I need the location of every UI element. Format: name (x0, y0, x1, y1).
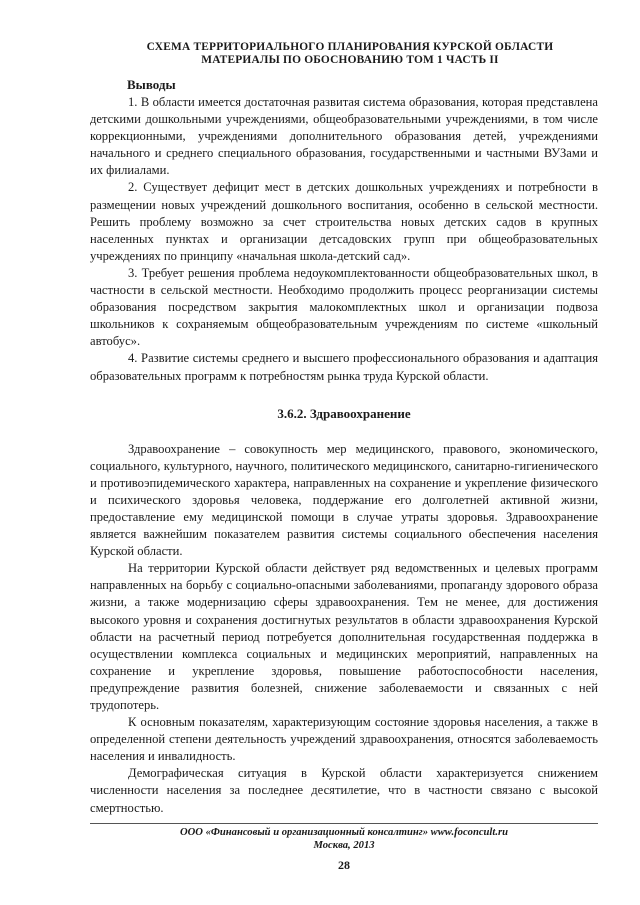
conclusion-item: 1. В области имеется достаточная развитая система образования, которая представлена детскими дошкольными учреждениями, общеобразовательными учреждениями, в том числе коррекционными, учреждениями дополнительного образования детей, учреждениями начального и среднего специального образования, государственными и частными ВУЗами и их филиалами. (90, 95, 598, 178)
footer-divider (90, 823, 598, 824)
conclusion-item: 4. Развитие системы среднего и высшего профессионального образования и адаптация образовательных программ к потребностям рынка труда Курской области. (90, 351, 598, 383)
footer-company: ООО «Финансовый и организационный консалтинг» www.foconcult.ru (180, 827, 508, 838)
body-paragraph: К основным показателям, характеризующим состояние здоровья населения, а также в определенной степени деятельность учреждений здравоохранения, относятся заболеваемость населения и инвалидность. (90, 715, 598, 764)
document-header (90, 41, 610, 67)
body-paragraph: Демографическая ситуация в Курской области характеризуется снижением численности населения за последнее десятилетие, что в частности связано с высокой смертностью. (90, 766, 598, 815)
header-title: СХЕМА ТЕРРИТОРИАЛЬНОГО ПЛАНИРОВАНИЯ КУРСКОЙ ОБЛАСТИ (146, 41, 554, 53)
header-subtitle: МАТЕРИАЛЫ ПО ОБОСНОВАНИЮ ТОМ 1 ЧАСТЬ II (201, 54, 499, 66)
conclusions-heading: Выводы (127, 77, 176, 92)
conclusion-item: 2. Существует дефицит мест в детских дошкольных учреждениях и потребности в размещении новых учреждений дошкольного воспитания, особенно в сельской местности. Решить проблему возможно за счет строительства новых детских садов в крупных населенных пунктах и организации детсадовских групп при общеобразовательных учреждениях по принципу «начальная школа-детский сад». (90, 180, 598, 263)
footer-city-year: Москва, 2013 (313, 840, 375, 851)
conclusion-item: 3. Требует решения проблема недоукомплектованности общеобразовательных школ, в частности в сельской местности. Необходимо продолжить процесс реорганизации системы образования посредством закрытия малокомплектных школ и организации подвоза школьников к сохраняемым общеобразовательным учреждениям по системе «школьный автобус». (90, 265, 598, 349)
section-heading: 3.6.2. Здравоохранение (277, 405, 411, 421)
body-paragraph: На территории Курской области действует ряд ведомственных и целевых программ направленных на борьбу с социально-опасными заболеваниями, пропаганду здорового образа жизни, а также модернизацию сферы здравоохранения. Тем не менее, для достижения высокого уровня и сохранения достигнутых результатов в области здравоохранения Курской области на расчетный период потребуется дополнительная государственная поддержка в осуществлении комплекса социальных и медицинских мероприятий, направленных на сохранение и укрепление здоровья, повышение работоспособности населения, предупреждение развития болезней, снижение заболеваемости и связанных с ней трудопотерь. (90, 561, 598, 712)
document-footer (90, 826, 598, 852)
body-paragraph: Здравоохранение – совокупность мер медицинского, правового, экономического, социального, культурного, научного, политического медицинского, санитарно-гигиенического и противоэпидемического характера, направленных на сохранение и укрепление физического и психического здоровья человека, поддержание его долголетней активной жизни, предоставление ему медицинской помощи в случае утраты здоровья. Здравоохранение является важнейшим показателем развития системы социального обеспечения населения Курской области. (90, 441, 598, 559)
document-body (90, 76, 598, 817)
page-number: 28 (338, 858, 350, 872)
